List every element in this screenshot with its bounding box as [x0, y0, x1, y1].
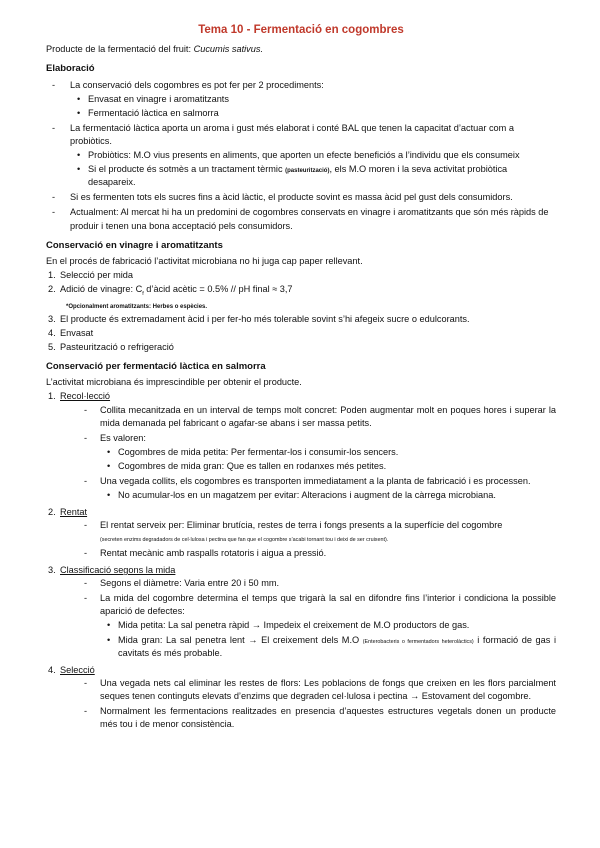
list-item: - Si es fermenten tots els sucres fins a àcid làctic, el producte sovint es massa àcid pel gust dels consumidors.	[46, 191, 556, 204]
aromatitzants-note: *Opcionalment aromatitzants: Herbes o espècies.	[66, 303, 208, 310]
list-item: - Normalment les fermentacions realitzades en presencia d’aquestes estructures vegetals donen un producte més tou i de menor consistència.	[78, 705, 556, 731]
list-item: • Envasat en vinagre i aromatitzants	[76, 93, 556, 106]
list-item: 1. Recol·lecció - Collita mecanitzada en un interval de temps molt concret: Poden augmentar molt en poques hores i superar la mida demanada pel fabricant o agafar-se abans i ser massa petits. - Es valoren: • Cogombres de mida petita: Per fermentar-los i consumir-los sencers. • Cogombres de mida gran: Que es tallen en rodanxes més petites. - Una vegada collits, els cogombres es transporten immediatament a la planta de fabricació i es processen. • No acumular-los en un magatzem per evitar: Alteracions i augment de la càrrega microbiana.	[46, 390, 556, 502]
document-page	[46, 22, 556, 735]
intro-line	[46, 43, 556, 56]
list-item: • No acumular-los en un magatzem per evitar: Alteracions i augment de la càrrega microbiana.	[106, 489, 556, 502]
salmorra-steps	[46, 390, 556, 731]
list-item: - La mida del cogombre determina el temps que trigarà la sal en difondre fins l’interior i condiciona la possible aparició de defectes: • Mida petita: La sal penetra ràpid → Impedeix el creixement de M.O productors de gas. • Mida gran: La sal penetra lent → El creixement dels M.O (Enterobacteris o fermentadors heterolàctics) i formació de gas i cavitats és més probable.	[78, 592, 556, 659]
list-item: • Probiòtics: M.O vius presents en aliments, que aporten un efecte beneficiós a l’individu que els consumeix	[76, 149, 556, 162]
list-item: 4. Selecció - Una vegada nets cal eliminar les restes de flors: Les poblacions de fongs que creixen en les flors parcialment seques tenen continguts elevats d’enzims que degraden cel·lulosa i pectina → Estovament del cogombre. - Normalment les fermentacions realitzades en presencia d’aquestes estructures vegetals donen un producte més tou i de menor consistència.	[46, 664, 556, 731]
page-title: Tema 10 - Fermentació en cogombres	[198, 24, 404, 36]
species-name: Cucumis sativus.	[193, 44, 264, 55]
list-item: 3. Classificació segons la mida - Segons el diàmetre: Varia entre 20 i 50 mm. - La mida del cogombre determina el temps que trigarà la sal en difondre fins l’interior i condiciona la possible aparició de defectes: • Mida petita: La sal penetra ràpid → Impedeix el creixement de M.O productors de gas. • Mida gran: La sal penetra lent → El creixement dels M.O (Enterobacteris o fermentadors heterolàctics) i formació de gas i cavitats és més probable.	[46, 564, 556, 659]
list-item: • Fermentació làctica en salmorra	[76, 107, 556, 120]
list-item: • Mida gran: La sal penetra lent → El creixement dels M.O (Enterobacteris o fermentadors heterolàctics) i formació de gas i cavitats és més probable.	[106, 634, 556, 660]
section-title: Selecció	[60, 664, 95, 675]
heading-salmorra: Conservació per fermentació làctica en salmorra	[46, 360, 266, 372]
heading-elaboracio: Elaboració	[46, 63, 95, 75]
list-item: 3. El producte és extremadament àcid i per fer-ho més tolerable sovint s’hi afegeix sucre o edulcorants.	[48, 313, 470, 324]
intro-prefix: Producte de la fermentació del fruit:	[46, 44, 194, 55]
section-title: Classificació segons la mida	[60, 565, 176, 576]
vinagre-intro: En el procés de fabricació l’activitat microbiana no hi juga cap paper rellevant.	[46, 256, 363, 267]
elaboracio-list	[46, 79, 556, 233]
list-item: - Una vegada collits, els cogombres es transporten immediatament a la planta de fabricació i es processen. • No acumular-los en un magatzem per evitar: Alteracions i augment de la càrrega microbiana.	[78, 475, 556, 502]
list-item: - Rentat mecànic amb raspalls rotatoris i aigua a pressió.	[78, 547, 556, 560]
list-item: - Segons el diàmetre: Varia entre 20 i 50 mm.	[78, 577, 556, 590]
list-item: 2. Rentat - El rentat serveix per: Eliminar brutícia, restes de terra i fongs presents a la superfície del cogombre (secreten enzims degradadors de cel·lulosa i pectina que fan que el cogombre s’acabi tornant tou i deixi de ser cruixent). - Rentat mecànic amb raspalls rotatoris i aigua a pressió.	[46, 506, 556, 560]
list-item: 5. Pasteurització o refrigeració	[48, 341, 174, 352]
list-item: 4. Envasat	[48, 327, 94, 338]
section-title: Recol·lecció	[60, 391, 111, 402]
list-item: - Es valoren: • Cogombres de mida petita: Per fermentar-los i consumir-los sencers. • Cogombres de mida gran: Que es tallen en rodanxes més petites.	[78, 432, 556, 473]
list-item: - Actualment: Al mercat hi ha un predomini de cogombres conservats en vinagre i aromatitzants que són més ràpids de produir i tenen una bona acceptació pels consumidors.	[46, 206, 556, 232]
list-item: - El rentat serveix per: Eliminar brutícia, restes de terra i fongs presents a la superfície del cogombre (secreten enzims degradadors de cel·lulosa i pectina que fan que el cogombre s’acabi tornant tou i deixi de ser cruixent).	[78, 519, 556, 545]
heading-vinagre: Conservació en vinagre i aromatitzants	[46, 239, 223, 251]
vinagre-steps	[46, 269, 556, 354]
salmorra-intro: L’activitat microbiana és imprescindible per obtenir el producte.	[46, 377, 302, 388]
list-item: • Mida petita: La sal penetra ràpid → Impedeix el creixement de M.O productors de gas.	[106, 619, 556, 632]
list-item: - La conservació dels cogombres es pot fer per 2 procediments: • Envasat en vinagre i aromatitzants • Fermentació làctica en salmorra	[46, 79, 556, 120]
list-item: • Cogombres de mida petita: Per fermentar-los i consumir-los sencers.	[106, 446, 556, 459]
list-item: • Si el producte és sotmès a un tractament tèrmic (pasteurització), els M.O moren i la seva activitat probiòtica desapareix.	[76, 163, 556, 189]
list-item: - La fermentació làctica aporta un aroma i gust més elaborat i conté BAL que tenen la capacitat d’actuar com a probiòtics. • Probiòtics: M.O vius presents en aliments, que aporten un efecte beneficiós a l’individu que els consumeix • Si el producte és sotmès a un tractament tèrmic (pasteurització), els M.O moren i la seva activitat probiòtica desapareix.	[46, 122, 556, 189]
list-item: - Collita mecanitzada en un interval de temps molt concret: Poden augmentar molt en poques hores i superar la mida demanada pel fabricant o agafar-se abans i ser massa petits.	[78, 404, 556, 430]
list-item: • Cogombres de mida gran: Que es tallen en rodanxes més petites.	[106, 460, 556, 473]
list-item: - Una vegada nets cal eliminar les restes de flors: Les poblacions de fongs que creixen en les flors parcialment seques tenen continguts elevats d’enzims que degraden cel·lulosa i pectina → Estovament del cogombre.	[78, 677, 556, 703]
list-item: 1. Selecció per mida	[48, 270, 134, 281]
list-item: 2. Adició de vinagre: $C_f$ d’àcid acètic = 0.5% // pH final ≈ 3,7 *Opcionalment aromatitzants: Herbes o espècies.	[48, 284, 293, 310]
section-title: Rentat	[60, 506, 88, 517]
